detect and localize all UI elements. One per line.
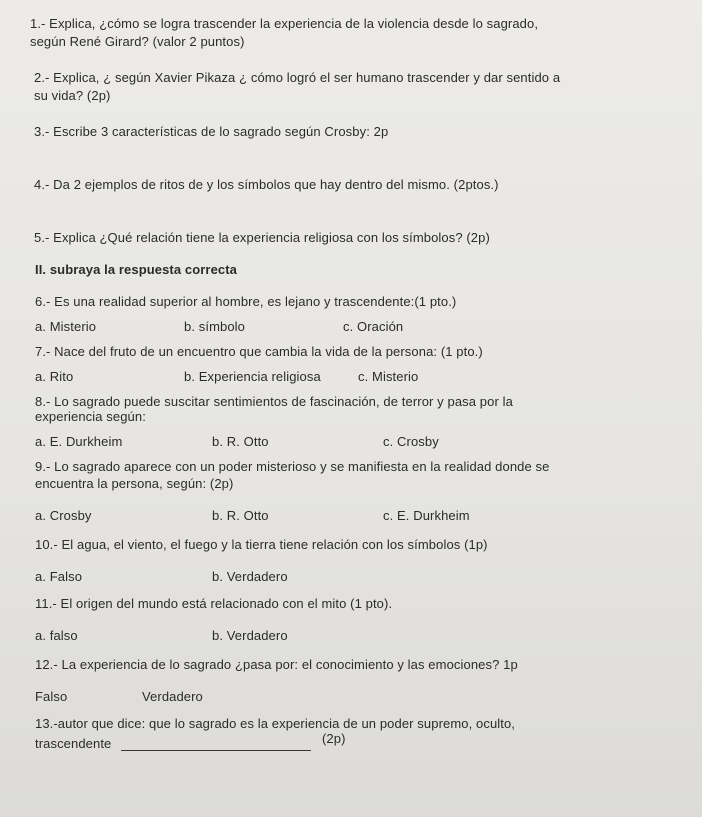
q7-question: 7.- Nace del fruto de un encuentro que cambia la vida de la persona: (1 pto.): [35, 344, 483, 359]
q11-option-b: b. Verdadero: [212, 628, 288, 643]
q5-text: 5.- Explica ¿Qué relación tiene la experiencia religiosa con los símbolos? (2p): [34, 230, 490, 245]
q8-option-c: c. Crosby: [383, 434, 439, 449]
q7-option-c: c. Misterio: [358, 369, 419, 384]
q10-option-b: b. Verdadero: [212, 569, 288, 584]
q13-answer-blank[interactable]: [121, 750, 311, 751]
q12-option-a: Falso: [35, 689, 68, 704]
q11-question: 11.- El origen del mundo está relacionado con el mito (1 pto).: [35, 596, 393, 611]
q2-line2: su vida? (2p): [34, 88, 111, 103]
q7-option-a: a. Rito: [35, 369, 74, 384]
q3-text: 3.- Escribe 3 características de lo sagrado según Crosby: 2p: [34, 124, 389, 139]
q9-option-a: a. Crosby: [35, 508, 92, 523]
q10-question: 10.- El agua, el viento, el fuego y la tierra tiene relación con los símbolos (1p): [35, 537, 488, 552]
q9-line1: 9.- Lo sagrado aparece con un poder misterioso y se manifiesta en la realidad donde se: [35, 459, 550, 474]
section2-heading: II. subraya la respuesta correcta: [35, 262, 238, 277]
q8-option-a: a. E. Durkheim: [35, 434, 123, 449]
q12-question: 12.- La experiencia de lo sagrado ¿pasa por: el conocimiento y las emociones? 1p: [35, 657, 518, 672]
q8-line2: experiencia según:: [35, 409, 146, 424]
q2-line1: 2.- Explica, ¿ según Xavier Pikaza ¿ cómo logró el ser humano trascender y dar sentido a: [34, 70, 561, 85]
q9-option-b: b. R. Otto: [212, 508, 269, 523]
q6-question: 6.- Es una realidad superior al hombre, es lejano y trascendente:(1 pto.): [35, 294, 457, 309]
q9-line2: encuentra la persona, según: (2p): [35, 476, 234, 491]
q11-option-a: a. falso: [35, 628, 78, 643]
q13-line2: trascendente: [35, 736, 112, 751]
q12-option-b: Verdadero: [142, 689, 203, 704]
q13-points: (2p): [322, 731, 346, 746]
q6-option-b: b. símbolo: [184, 319, 245, 334]
q6-option-a: a. Misterio: [35, 319, 97, 334]
q13-line1: 13.-autor que dice: que lo sagrado es la experiencia de un poder supremo, oculto,: [35, 716, 516, 731]
q9-option-c: c. E. Durkheim: [383, 508, 470, 523]
q8-line1: 8.- Lo sagrado puede suscitar sentimientos de fascinación, de terror y pasa por la: [35, 394, 513, 409]
q4-text: 4.- Da 2 ejemplos de ritos de y los símbolos que hay dentro del mismo. (2ptos.): [34, 177, 499, 192]
q10-option-a: a. Falso: [35, 569, 83, 584]
q1-line1: 1.- Explica, ¿cómo se logra trascender la experiencia de la violencia desde lo sagrado,: [30, 16, 539, 31]
q6-option-c: c. Oración: [343, 319, 404, 334]
q8-option-b: b. R. Otto: [212, 434, 269, 449]
q1-line2: según René Girard? (valor 2 puntos): [30, 34, 245, 49]
q7-option-b: b. Experiencia religiosa: [184, 369, 321, 384]
